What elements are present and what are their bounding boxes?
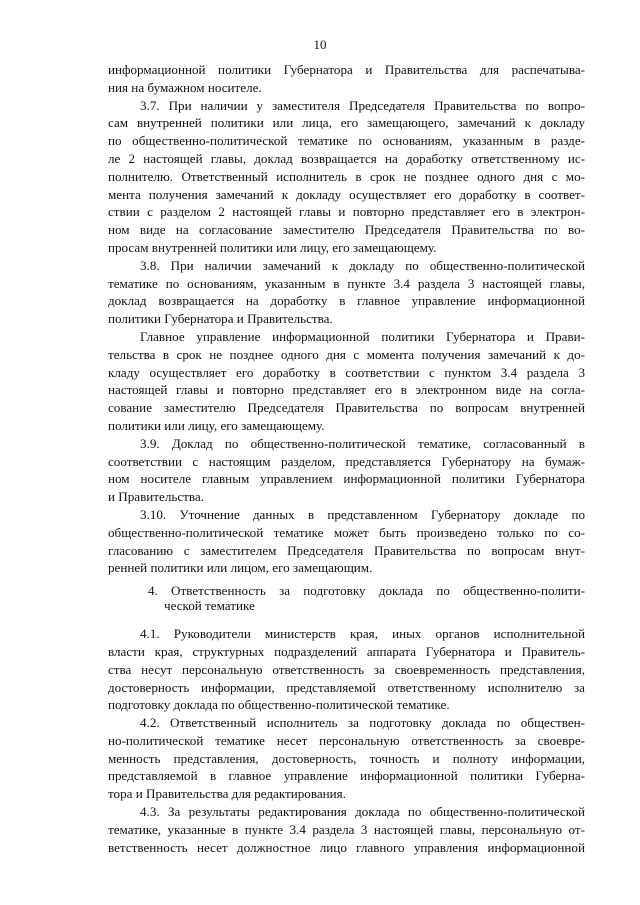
text-line: 3.9. Доклад по общественно-политической тематике, согласованный в <box>140 435 585 451</box>
text-line: тематике, указанные в пункте 3.4 раздела 3 настоящей главы, персональную от- <box>108 821 585 837</box>
text-line: представляемой в главное управление информационной политики Губерна- <box>108 768 585 784</box>
text-line: 4.3. За результаты редактирования доклада по общественно-политической <box>140 804 585 820</box>
text-line: Главное управление информационной политики Губернатора и Прави- <box>140 328 585 344</box>
text-line: ствии с разделом 2 настоящей главы и повторно представляет его в электрон- <box>108 204 585 220</box>
heading-line: ческой тематике <box>164 598 255 614</box>
text-line: ном виде на согласование заместителю Председателя Правительства по во- <box>108 222 585 238</box>
text-line: ния на бумажном носителе. <box>108 79 262 95</box>
text-line: просам внутренней политики или лицу, его замещающему. <box>108 239 437 255</box>
text-line: ства несут персональную ответственность за своевременность представления, <box>108 661 585 677</box>
text-line: общественно-политической тематике может быть произведено только по со- <box>108 524 585 540</box>
text-line: полнителю. Ответственный исполнитель в срок не позднее одного дня с мо- <box>108 168 585 184</box>
text-line: доклад возвращается на доработку в главное управление информационной <box>108 293 585 309</box>
document-body <box>108 61 585 856</box>
text-line: подготовку доклада по общественно-политической тематике. <box>108 697 450 713</box>
text-line: сам внутренней политики или лица, его замещающего, замечаний к докладу <box>108 115 585 131</box>
text-line: сование заместителю Председателя Правительства по вопросам внутренней <box>108 400 585 416</box>
text-line: но-политической тематике несет персональную ответственность за своевре- <box>108 732 585 748</box>
text-line: по общественно-политической тематике по основаниям, указанным в разде- <box>108 133 585 149</box>
text-line: достоверность информации, представляемой ответственному исполнителю за <box>108 679 585 695</box>
text-line: мента получения замечаний к докладу осуществляет его доработку в соответ- <box>108 186 585 202</box>
text-line: настоящей главы и повторно представляет его в электронном виде на согла- <box>108 382 585 398</box>
text-line: ле 2 настоящей главы, доклад возвращается на доработку ответственному ис- <box>108 150 585 166</box>
heading-line: 4. Ответственность за подготовку доклада по общественно-полити- <box>148 583 585 599</box>
text-line: политики или лицу, его замещающему. <box>108 417 325 433</box>
text-line: тематике по основаниям, указанным в пункте 3.4 раздела 3 настоящей главы, <box>108 275 585 291</box>
text-line: власти края, структурных подразделений аппарата Губернатора и Правитель- <box>108 643 585 659</box>
text-line: гласованию с заместителем Председателя Правительства по вопросам внут- <box>108 542 585 558</box>
text-line: ном носителе главным управлением информационной политики Губернатора <box>108 471 585 487</box>
text-line: 3.8. При наличии замечаний к докладу по общественно-политической <box>140 257 585 273</box>
text-line: 3.7. При наличии у заместителя Председателя Правительства по вопро- <box>140 97 585 113</box>
text-line: 3.10. Уточнение данных в представленном Губернатору докладе по <box>140 506 585 522</box>
text-line: тора и Правительства для редактирования. <box>108 786 346 802</box>
text-line: и Правительства. <box>108 489 204 505</box>
text-line: 4.1. Руководители министерств края, иных органов исполнительной <box>140 626 585 642</box>
text-line: 4.2. Ответственный исполнитель за подготовку доклада по обществен- <box>140 715 585 731</box>
text-line: кладу осуществляет его доработку в соответствии с пунктом 3.4 раздела 3 <box>108 364 585 380</box>
page-number: 10 <box>313 37 327 52</box>
text-line: ветственность несет должностное лицо главного управления информационной <box>108 839 585 855</box>
section-heading <box>108 583 585 613</box>
text-line: ренней политики или лицом, его замещающим. <box>108 560 373 576</box>
text-line: соответствии с настоящим разделом, представляется Губернатору на бумаж- <box>108 453 585 469</box>
text-line: менность представления, достоверность, точность и полноту информации, <box>108 750 585 766</box>
text-line: тельства в срок не позднее одного дня с момента получения замечаний к до- <box>108 346 585 362</box>
text-line: политики Губернатора и Правительства. <box>108 311 333 327</box>
text-line: информационной политики Губернатора и Правительства для распечатыва- <box>108 62 585 77</box>
